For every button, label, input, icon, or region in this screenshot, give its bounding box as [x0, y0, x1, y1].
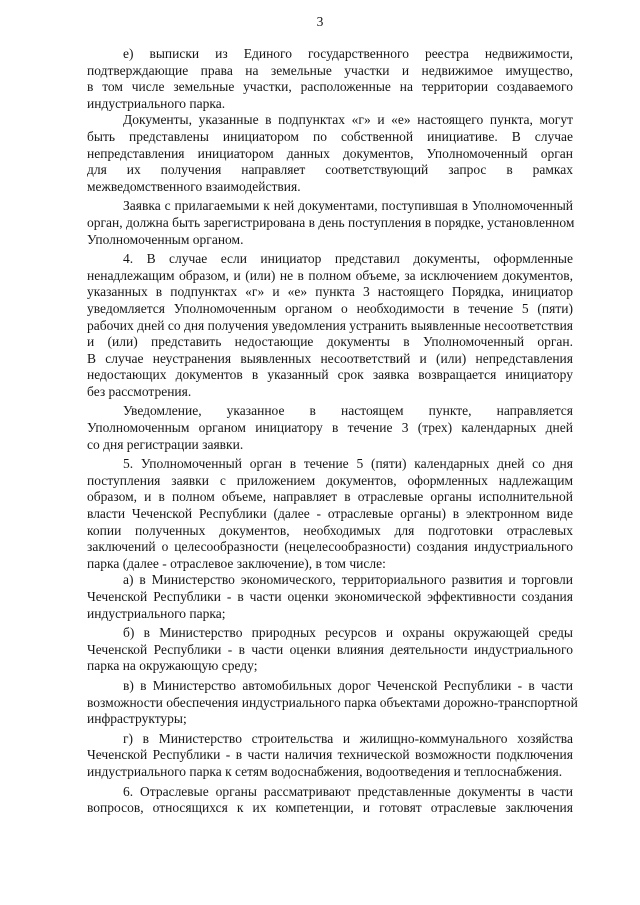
text-line: е) выписки из Единого государственного реестра недвижимости, — [123, 46, 573, 61]
text-line: быть представлены инициатором по собственной инициативе. В случае — [87, 128, 573, 144]
text-line: Документы, указанные в подпунктах «г» и «е» настоящего пункта, могут — [123, 112, 573, 128]
text-line: указанных в подпунктах «г» и «е» пункта 3 настоящего Порядка, инициатор — [87, 284, 573, 300]
text-line: Уполномоченным органом инициатору в течение 3 (трех) календарных дней — [87, 420, 573, 436]
text-line: поступления заявки с приложением документов, оформленных надлежащим — [87, 472, 573, 488]
text-line: Уполномоченным органом. — [87, 231, 244, 247]
text-line: недостающих документов в указанный срок заявка возвращается инициатору — [87, 367, 573, 383]
text-line: 5. Уполномоченный орган в течение 5 (пяти) календарных дней со дня — [123, 456, 573, 472]
text-line: парка на окружающую среду; — [87, 658, 258, 674]
paragraph-notification — [87, 403, 573, 453]
text-line: и (или) представить недостающие документы в Уполномоченный орган. — [87, 334, 573, 350]
text-line: орган, должна быть зарегистрирована в день поступления в порядке, установленном — [87, 214, 575, 230]
text-line: уведомляется Уполномоченным органом о необходимости в течение 5 (пяти) — [87, 300, 573, 316]
document-body — [87, 46, 578, 817]
text-line: Чеченской Республики - в части оценки экономической эффективности создания — [87, 589, 573, 604]
text-line: без рассмотрения. — [87, 383, 192, 399]
paragraph-section-4 — [87, 251, 573, 400]
paragraph-section-5 — [87, 456, 573, 572]
text-line: для их получения направляет соответствующий запрос в рамках — [87, 162, 573, 178]
text-line: Чеченской Республики - в части оценки влияния деятельности индустриального — [87, 641, 573, 657]
text-line: 6. Отраслевые органы рассматривают представленные документы в части — [123, 783, 573, 799]
text-line: Уведомление, указанное в настоящем пункте, направляется — [123, 403, 573, 419]
paragraph-item-a — [87, 572, 573, 622]
text-line: ненадлежащим образом, и (или) не в полном объеме, за исключением документов, — [87, 267, 573, 283]
paragraph-item-v — [87, 677, 578, 728]
text-line: индустриального парка; — [87, 605, 226, 621]
paragraph-section-6 — [87, 784, 573, 817]
text-line: копии полученных документов, необходимых для подготовки отраслевых — [87, 522, 573, 538]
paragraph-item-g — [87, 731, 573, 781]
text-line: образом, и в полном объеме, направляет в отраслевые органы исполнительной — [87, 489, 573, 505]
text-line: непредставления инициатором данных документов, Уполномоченный орган — [87, 145, 573, 161]
text-line: рабочих дней со дня получения уведомления устранить выявленные несоответствия — [87, 317, 573, 333]
paragraph-documents-note — [87, 112, 573, 195]
text-line: вопросов, относящихся к их компетенции, и готовят отраслевые заключения — [87, 800, 573, 816]
paragraph-item-e — [87, 46, 573, 112]
text-line: В случае неустранения выявленных несоответствий и (или) непредставления — [87, 350, 573, 366]
text-line: индустриального парка к сетям водоснабжения, водоотведения и теплоснабжения. — [87, 763, 563, 779]
text-line: заключений о целесообразности (нецелесообразности) создания индустриального — [87, 539, 573, 555]
text-line: Заявка с прилагаемыми к ней документами, поступившая в Уполномоченный — [123, 198, 573, 214]
text-line: г) в Министерство строительства и жилищно-коммунального хозяйства — [123, 730, 573, 746]
text-line: возможности обеспечения индустриального парка объектами дорожно-транспортной — [87, 694, 578, 710]
paragraph-item-b — [87, 625, 573, 675]
text-line: парка (далее - отраслевое заключение), в том числе: — [87, 555, 386, 571]
page-number: 3 — [316, 14, 324, 29]
text-line: межведомственного взаимодействия. — [87, 178, 301, 194]
text-line: власти Чеченской Республики (далее - отраслевые органы) в электронном виде — [87, 506, 573, 522]
text-line: в том числе земельные участки, расположенные на территории создаваемого — [87, 79, 573, 95]
text-line: Чеченской Республики - в части наличия технической возможности подключения — [87, 747, 573, 763]
text-line: 4. В случае если инициатор представил документы, оформленные — [123, 251, 573, 267]
paragraph-registration — [87, 198, 573, 248]
text-line: инфраструктуры; — [87, 711, 187, 727]
text-line: со дня регистрации заявки. — [87, 436, 244, 452]
text-line: а) в Министерство экономического, территориального развития и торговли — [123, 572, 573, 588]
text-line: б) в Министерство природных ресурсов и охраны окружающей среды — [123, 625, 573, 641]
text-line: подтверждающие права на земельные участки и недвижимое имущество, — [87, 62, 573, 78]
text-line: индустриального парка. — [87, 95, 226, 111]
text-line: в) в Министерство автомобильных дорог Чеченской Республики - в части — [123, 677, 573, 693]
